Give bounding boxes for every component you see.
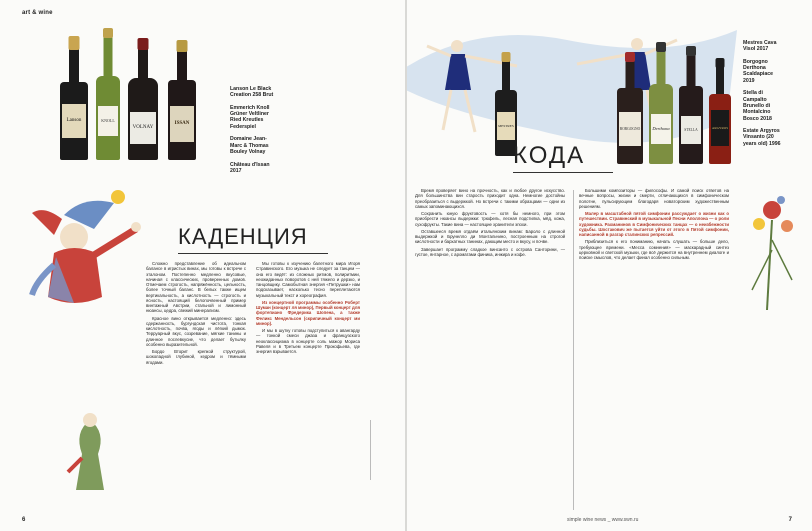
column-divider xyxy=(370,420,371,480)
page-number-left: 6 xyxy=(22,517,26,523)
paragraph: Сохранить юную фруктовость — хотя бы немного, при этом приобрести нюансы выдержки: трюфель, лесная подстилка, мёд, кожа, сухофрукты. Такие вина — настоящие хранители эпохи. xyxy=(415,211,565,227)
page-footer: simple wine news _ www.swn.ru xyxy=(567,517,639,523)
text-column-1 xyxy=(415,188,565,508)
paragraph: Завершает программу сладкое винсанто с острова Санторини, — густое, янтарное, с ароматами финика, инжира и кофе. xyxy=(415,246,565,257)
text-column-1 xyxy=(146,261,246,511)
small-figure-illustration xyxy=(60,410,120,500)
page-title: КАДЕНЦИЯ xyxy=(178,224,308,249)
paragraph: Малер в масштабной пятой симфонии рассуждает о жизни как о путешествии. Стравинский в музыкальной Песни Аполлона — о роли художника. Рахманинов в Симфонических танцах — о неизбежности судьбы. Шостакович же пытается уйти от этого в Пятой симфонии, написанной в разгар сталинских репрессий. xyxy=(579,211,729,237)
left-page xyxy=(0,0,405,531)
bottle-label: ARGYROS xyxy=(711,110,729,146)
section-label: art & wine xyxy=(22,10,53,16)
paragraph: Сложно представление об идеальном балансе в игристых винах, мы готовы к встрече с эталоном. Постепенно медленно вкусовые, начиная с классических, проверенных домов. Отмечаем строгость, напряжённость, цельность, более точный баланс. В белых также ищем вертикальность, а кислотность — строгость и ясность, настоящий белопочвенный пример винтажный Австрии, стальной и лимонный нюансы, цедра, свежий минерализм. xyxy=(146,261,246,314)
bottle-stella xyxy=(679,86,703,164)
paragraph: Бордо Вторит крепкой структурой, шоколадной глубиной, кедром и тёмными ягодами. xyxy=(146,349,246,365)
text-column-2 xyxy=(579,188,729,508)
bottle-label: ISSAN xyxy=(170,106,194,142)
bottle-label: STELLA xyxy=(681,116,701,144)
text-column-2 xyxy=(256,261,360,511)
bottle-label: VOLNAY xyxy=(130,112,155,144)
bottle-label: Lanson xyxy=(62,104,86,138)
bottle-issan xyxy=(168,80,196,160)
bottle-names-right: Mestres Cava Visol 2017 Borgogno Derthona Scaldapiace 2019 Stella di Campalto Brunello di Montalcino Bosco 2018 Estate Argyros Vinsanto (20 years old) 1996 xyxy=(743,40,781,147)
bottle-derthona xyxy=(649,84,673,164)
bottle-group-left xyxy=(60,30,230,160)
paragraph: Красное вино открывается медленно: здесь сдержанность, бургундская чистота, тонкая кислотность, почва, ягоды и лёгкий дымок. Терруарный вкус, созревание, мягкие танины и длинное послевкусие, что делает бутылку особенно выразительной. xyxy=(146,315,246,347)
bottle-volnay xyxy=(128,78,158,160)
paragraph: Оставшееся время отдаём итальянским винам: Бароло с длинной выдержкой и Брунелло ди Монтальчино, построенным на строгой кислотности и бархатных танинах, дающим место и вкусу, и почве. xyxy=(415,228,565,245)
paragraph: И мы в шутку готовы подступиться к авангарду — тонкой смеси джаза и французского неоклассицизма в концерте соль мажор Мориса Равеля и в Третьем концерте Прокофьева, где энергия взрывается. xyxy=(256,328,360,354)
bottle-label: KNOLL xyxy=(98,106,118,136)
title-rule xyxy=(178,253,328,254)
paragraph: Из концертной программы особенно Роберт Шуман (концерт ля минор), Первый концерт для фортепиано Фредерика Шопена, а также Феликс Мендельсон (скрипичный концерт ми минор). xyxy=(256,299,360,326)
bottle-names-left: Lanson Le Black Creation 258 Brut Emmerich Knoll Grüner Veltliner Ried Kreutles Federspiel Domaine Jean- Marc & Thomas Bouley Volnay Château d'Issan 2017 xyxy=(230,86,274,174)
paragraph: Большими композиторы — философы. И самой поиск ответов на вечные вопросы, жизни и смерти, отличающихся в симфоническом полотне, пульсирующем благодаря новаторским художественным решениям. xyxy=(579,188,729,209)
paragraph: Приблизиться к его пониманию, начать слушать — больше дело, требующее времени. «Месса сомнения» — маскарадный синтез церковной и светской музыки, где всё держится на внутреннем диалоге и поиске смыслов, что делает финал особенно сильным. xyxy=(579,239,729,260)
bottle-group-right xyxy=(617,44,737,164)
paragraph: Время проверяет вино на прочность, как и любое другое искусство. Для большинства вин старость приходит одна. Немногие достойны преобразиться с выдержкой. Но встречи с такими образцами — одни из самых запоминающихся. xyxy=(415,188,565,209)
jester-illustration xyxy=(24,185,154,315)
bottle-label: Derthona xyxy=(651,114,671,144)
bottle-lanson xyxy=(60,82,88,160)
column-divider xyxy=(573,190,574,510)
page-number-right: 7 xyxy=(788,517,792,523)
paragraph: Мы готовы к изучению балетного мира Игоря Стравинского. Его музыка не следует за танцем — она его ведёт: из сложных ритмов, полиритмии, неожиданных поворотов с ней тяжело и дерзко, и танцовщику. Самобытная энергия «Петрушки» нам подсказывает, насколько тесно переплетаются музыкальный текст и хореография. xyxy=(256,261,360,298)
bottle-argyros xyxy=(709,94,731,164)
page-title: КОДА xyxy=(513,142,586,169)
bottle-label: BORGOGNO xyxy=(619,112,641,146)
bottle-borgogno xyxy=(617,88,643,164)
title-rule xyxy=(513,172,613,173)
right-page xyxy=(407,0,812,531)
bottle-label: MESTRES xyxy=(497,112,515,140)
bottle-knoll xyxy=(96,76,120,160)
bouquet-illustration xyxy=(737,180,807,320)
